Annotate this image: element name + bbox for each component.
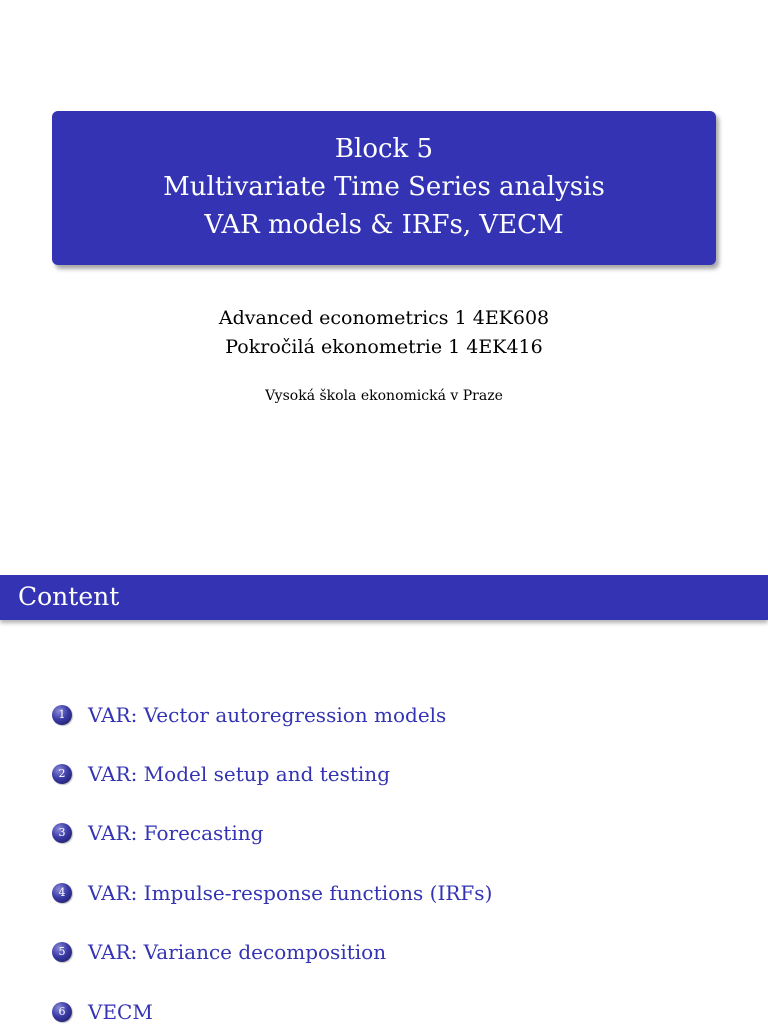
numbered-ball-icon: 5 [52, 942, 72, 962]
course-name-english: Advanced econometrics 1 4EK608 [218, 307, 550, 329]
toc-item[interactable] [52, 744, 752, 803]
toc-item[interactable] [52, 923, 752, 982]
slide-title-line-3: VAR models & IRFs, VECM [204, 210, 564, 240]
table-of-contents [52, 685, 752, 1024]
title-block [52, 111, 716, 265]
content-slide [0, 575, 768, 1024]
toc-link[interactable]: VAR: Forecasting [88, 821, 264, 846]
toc-link[interactable]: VECM [88, 999, 153, 1024]
numbered-ball-icon: 1 [52, 705, 72, 725]
toc-item[interactable] [52, 685, 752, 744]
frame-title: Content [18, 582, 120, 611]
toc-item[interactable] [52, 804, 752, 863]
slide-title-line-1: Block 5 [334, 134, 434, 164]
toc-link[interactable]: VAR: Vector autoregression models [88, 702, 447, 727]
course-name-czech: Pokročilá ekonometrie 1 4EK416 [225, 336, 543, 358]
numbered-ball-icon: 3 [52, 823, 72, 843]
course-block [0, 304, 768, 362]
toc-link[interactable]: VAR: Variance decomposition [88, 940, 387, 965]
slide-title-line-2: Multivariate Time Series analysis [163, 172, 605, 202]
numbered-ball-icon: 4 [52, 883, 72, 903]
toc-item[interactable] [52, 863, 752, 922]
toc-link[interactable]: VAR: Impulse-response functions (IRFs) [88, 880, 493, 905]
toc-link[interactable]: VAR: Model setup and testing [88, 762, 390, 787]
numbered-ball-icon: 2 [52, 764, 72, 784]
institution-name: Vysoká škola ekonomická v Praze [265, 388, 503, 404]
toc-item[interactable] [52, 982, 752, 1024]
frame-title-bar [0, 575, 768, 620]
numbered-ball-icon: 6 [52, 1002, 72, 1022]
